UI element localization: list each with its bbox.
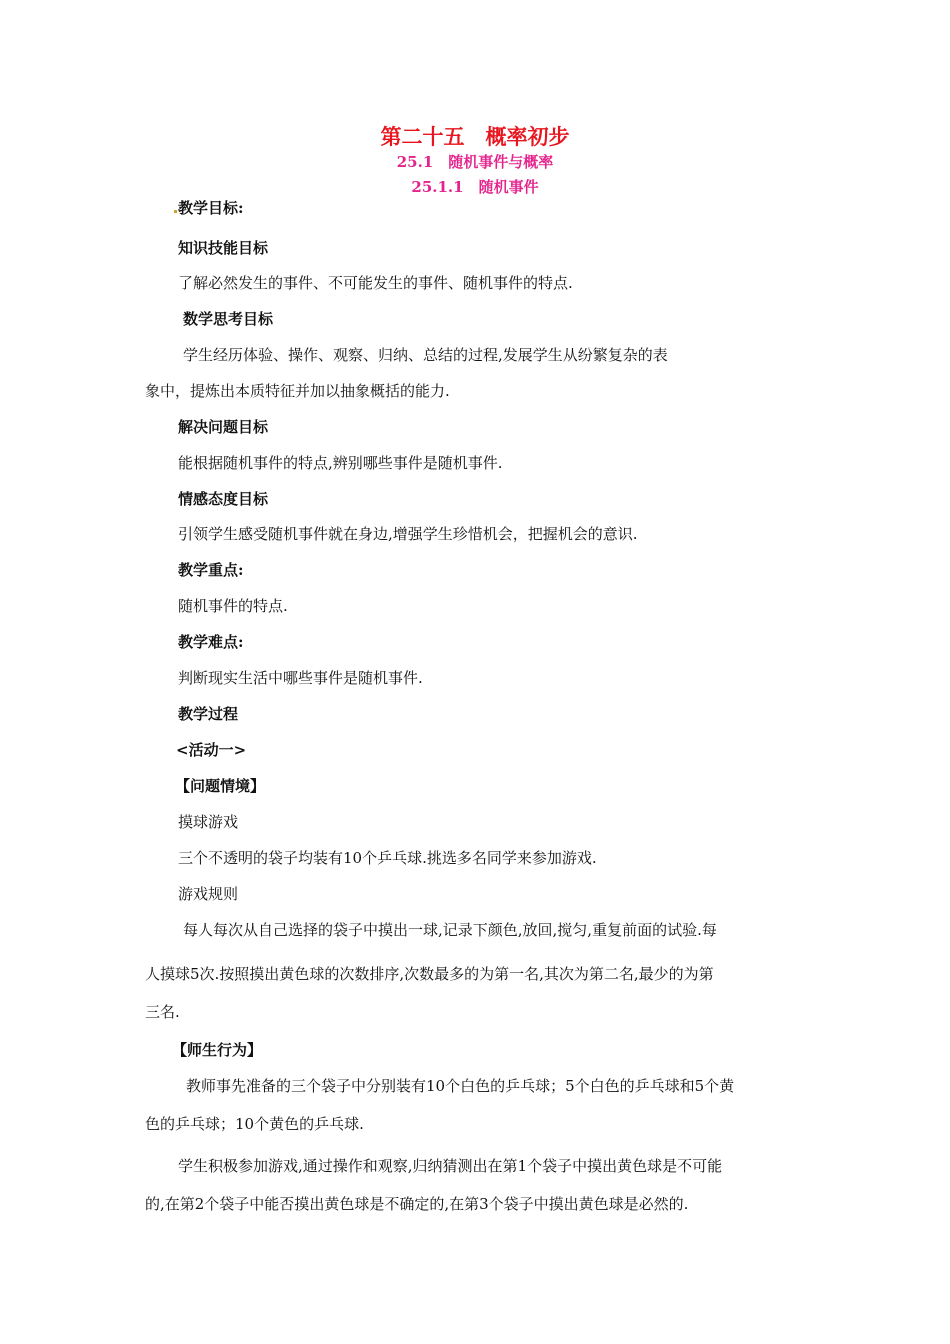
- problem-heading: 解决问题目标: [178, 418, 269, 436]
- rules-text-2: 人摸球5次.按照摸出黄色球的次数排序,次数最多的为第一名,其次为第二名,最少的为第: [145, 965, 714, 983]
- result-text-2: 的,在第2个袋子中能否摸出黄色球是不确定的,在第3个袋子中摸出黄色球是必然的.: [145, 1195, 689, 1213]
- game-name: 摸球游戏: [178, 813, 239, 831]
- behavior-text-1: 教师事先准备的三个袋子中分别装有10个白色的乒乓球；5个白色的乒乓球和5个黄: [186, 1077, 735, 1095]
- behavior-text-2: 色的乒乓球；10个黄色的乒乓球.: [145, 1115, 364, 1133]
- attitude-heading: 情感态度目标: [178, 490, 269, 508]
- result-text-1: 学生积极参加游戏,通过操作和观察,归纳猜测出在第1个袋子中摸出黄色球是不可能: [178, 1157, 723, 1175]
- attitude-text: 引领学生感受随机事件就在身边,增强学生珍惜机会，把握机会的意识.: [178, 525, 638, 543]
- process-heading: 教学过程: [178, 705, 239, 723]
- knowledge-text: 了解必然发生的事件、不可能发生的事件、随机事件的特点.: [178, 274, 573, 292]
- focus-text: 随机事件的特点.: [178, 597, 288, 615]
- activity-heading: <活动一>: [176, 741, 247, 759]
- thinking-text-1: 学生经历体验、操作、观察、归纳、总结的过程,发展学生从纷繁复杂的表: [183, 346, 668, 364]
- difficulty-heading: 教学难点:: [178, 633, 244, 651]
- rules-heading: 游戏规则: [178, 885, 239, 903]
- difficulty-text: 判断现实生活中哪些事件是随机事件.: [178, 669, 423, 687]
- thinking-heading: 数学思考目标: [183, 310, 274, 328]
- section-title: 25.1 随机事件与概率: [396, 153, 554, 171]
- chapter-title: 第二十五 概率初步: [380, 124, 570, 149]
- behavior-heading: 【师生行为】: [172, 1041, 263, 1059]
- game-desc: 三个不透明的袋子均装有10个乒乓球.挑选多名同学来参加游戏.: [178, 849, 597, 867]
- rules-text-3: 三名.: [145, 1003, 180, 1021]
- rules-text-1: 每人每次从自己选择的袋子中摸出一球,记录下颜色,放回,搅匀,重复前面的试验.每: [183, 921, 717, 939]
- focus-heading: 教学重点:: [178, 561, 244, 579]
- knowledge-heading: 知识技能目标: [178, 239, 269, 257]
- goals-heading: 教学目标:: [178, 199, 244, 217]
- thinking-text-2: 象中，提炼出本质特征并加以抽象概括的能力.: [145, 382, 450, 400]
- subsection-title: 25.1.1 随机事件: [411, 178, 539, 196]
- problem-text: 能根据随机事件的特点,辨别哪些事件是随机事件.: [178, 454, 503, 472]
- margin-dot: [174, 210, 177, 213]
- situation-heading: 【问题情境】: [175, 777, 266, 795]
